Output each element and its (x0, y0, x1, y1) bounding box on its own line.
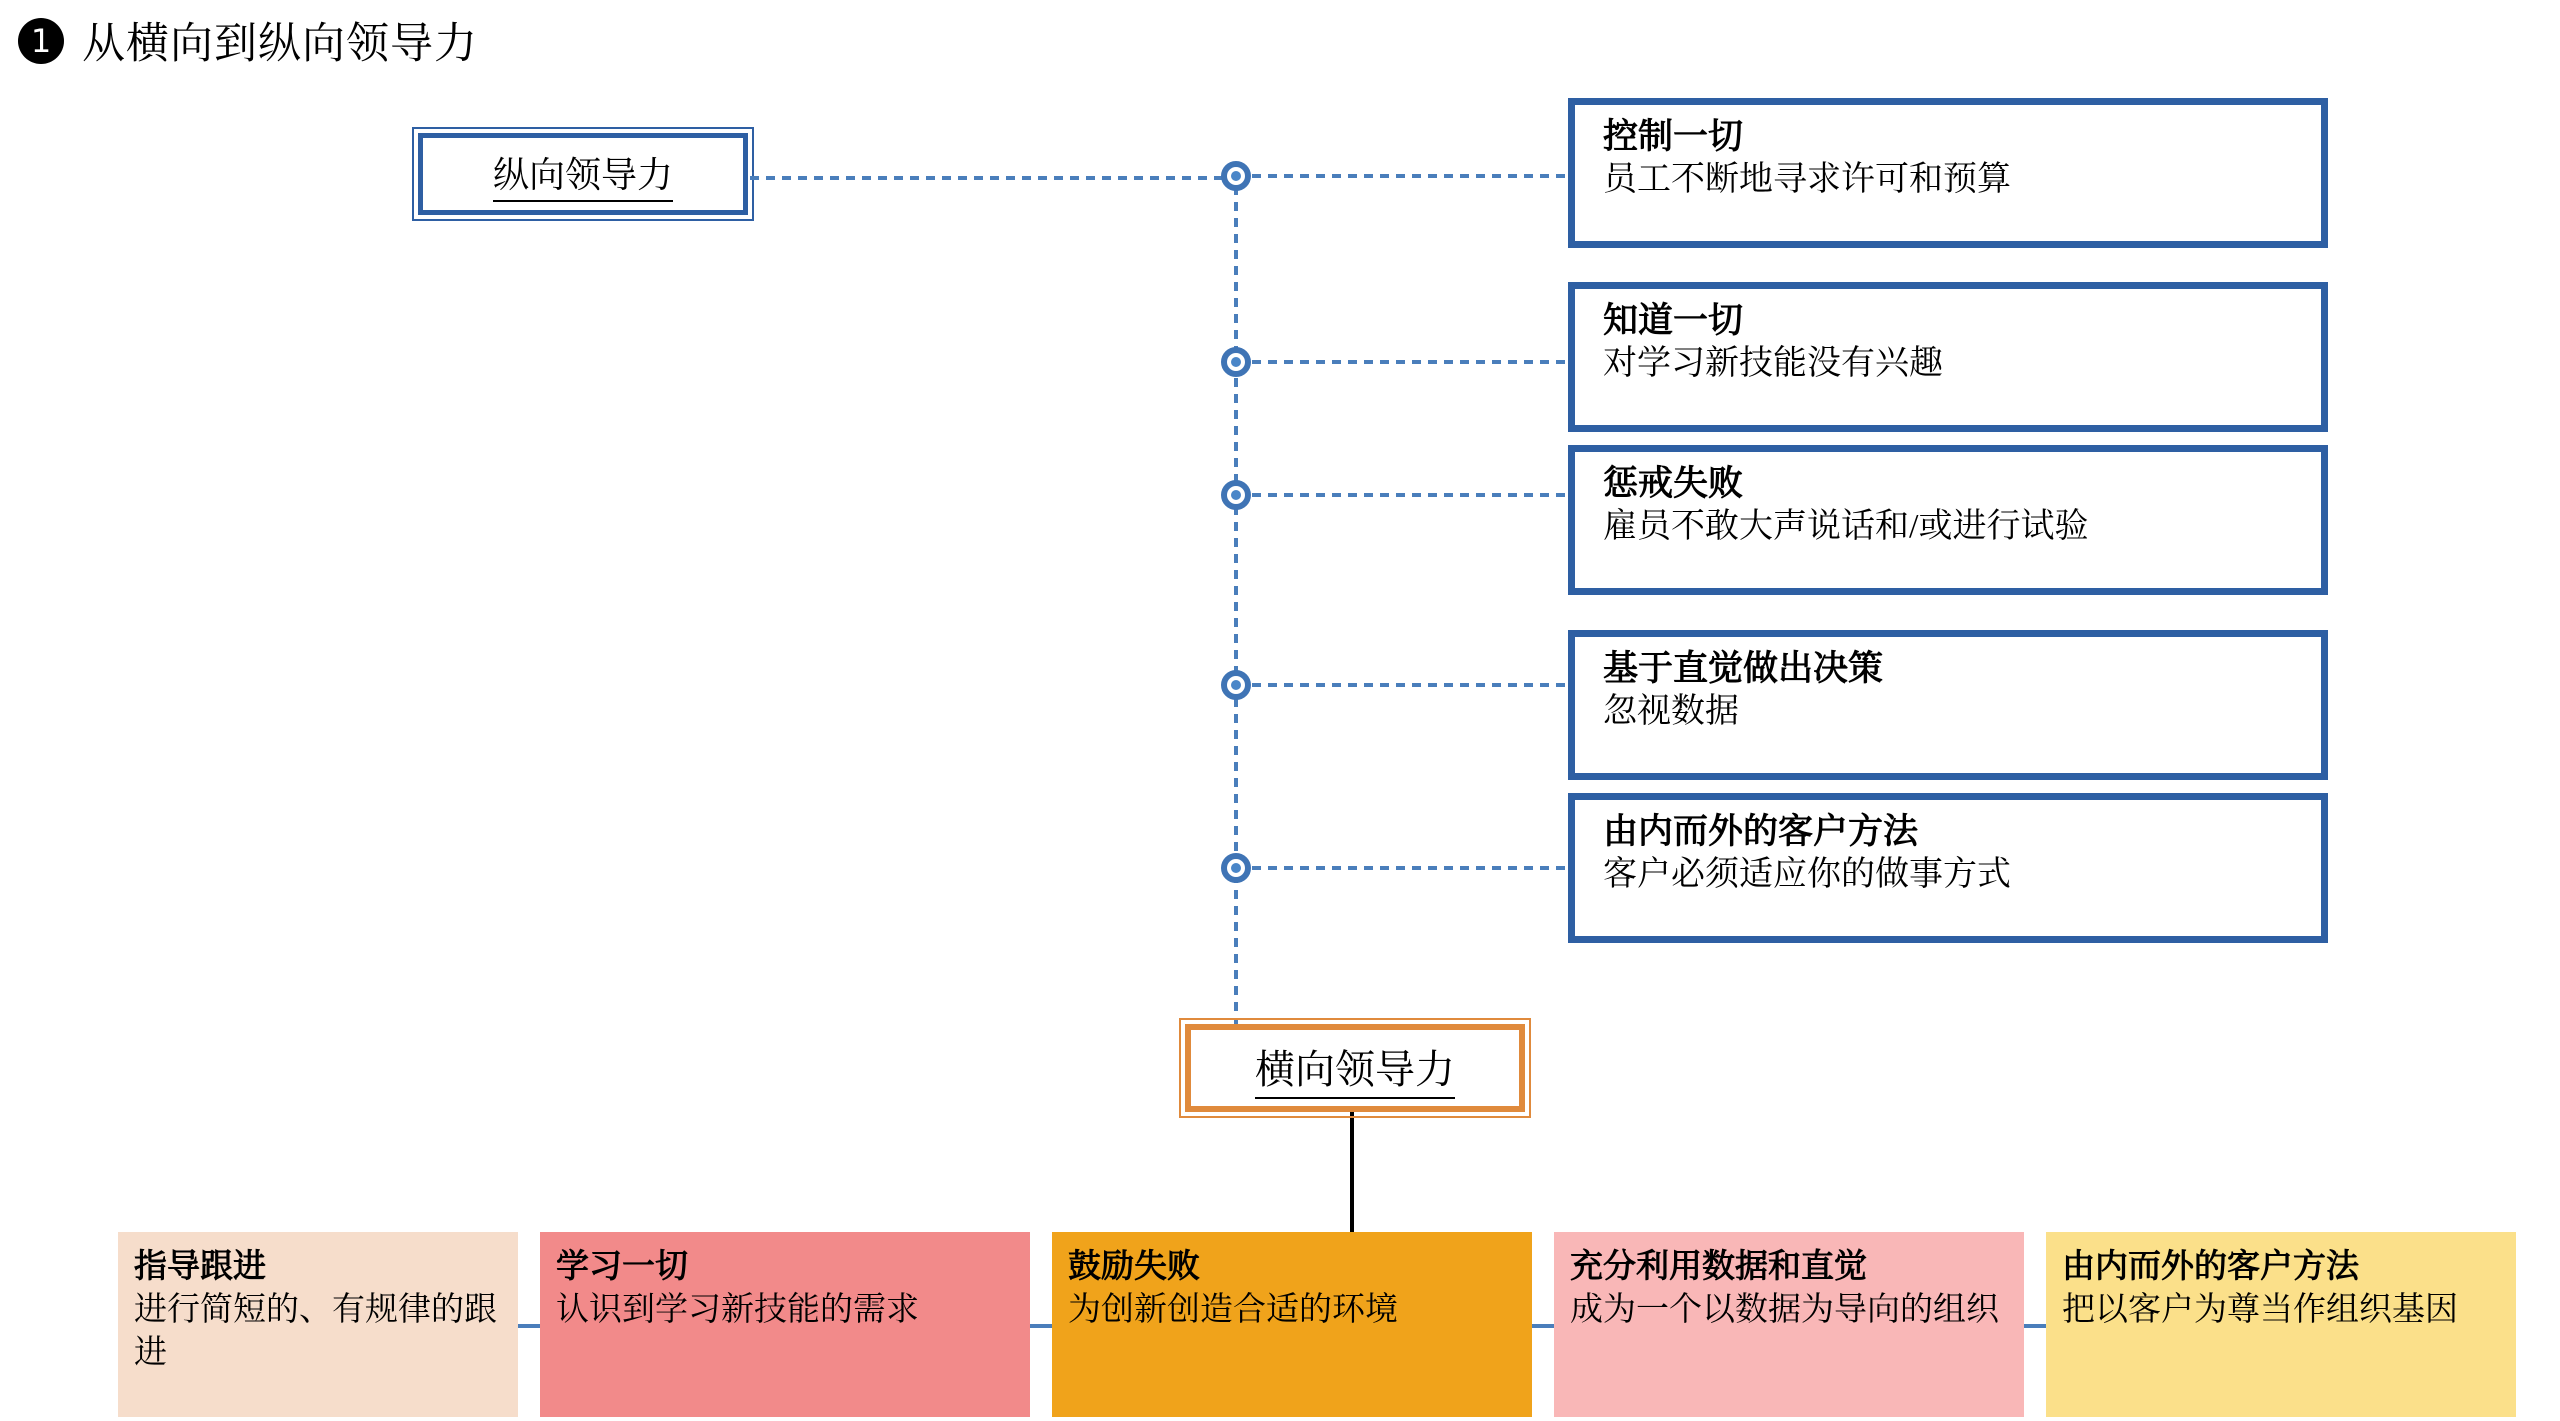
vertical-item-desc-4: 忽视数据 (1603, 692, 1739, 730)
vertical-item-title-2: 知道一切 (1603, 301, 1744, 340)
vertical-item-box-4 (1568, 630, 2328, 780)
vertical-item-box-5 (1568, 793, 2328, 943)
leader-line-5 (1252, 866, 1572, 870)
horizontal-items-strip (118, 1232, 2558, 1417)
vertical-item-box-2 (1568, 282, 2328, 432)
vertical-item-desc-2: 对学习新技能没有兴趣 (1603, 344, 1943, 382)
leader-line-2 (1252, 360, 1572, 364)
horizontal-item-title-1: 指导跟进 (134, 1249, 266, 1285)
horizontal-item-desc-4: 成为一个以数据为导向的组织 (1570, 1291, 1999, 1328)
vertical-item-desc-1: 员工不断地寻求许可和预算 (1603, 160, 2011, 198)
spine-dot-3 (1221, 480, 1251, 510)
horizontal-item-title-3: 鼓励失败 (1068, 1249, 1200, 1285)
horizontal-item-box-1 (118, 1232, 518, 1417)
leader-line-label (750, 176, 1230, 180)
spine-dot-4 (1221, 670, 1251, 700)
horizontal-leadership-label (1185, 1024, 1525, 1112)
vertical-item-box-1 (1568, 98, 2328, 248)
vertical-item-title-4: 基于直觉做出决策 (1603, 649, 1884, 688)
horizontal-item-desc-3: 为创新创造合适的环境 (1068, 1291, 1398, 1328)
leader-line-3 (1252, 493, 1572, 497)
horizontal-item-title-4: 充分利用数据和直觉 (1570, 1249, 1867, 1285)
horizontal-item-title-5: 由内而外的客户方法 (2062, 1249, 2359, 1285)
horizontal-item-box-2 (540, 1232, 1030, 1417)
title-number-badge: 1 (18, 18, 64, 64)
horizontal-label-connector (1350, 1112, 1354, 1232)
leader-line-1 (1252, 174, 1572, 178)
vertical-item-box-3 (1568, 445, 2328, 595)
vertical-item-desc-5: 客户必须适应你的做事方式 (1603, 855, 2011, 893)
horizontal-item-title-2: 学习一切 (556, 1249, 688, 1285)
vertical-item-title-1: 控制一切 (1603, 117, 1744, 156)
spine-dot-2 (1221, 347, 1251, 377)
horizontal-item-desc-2: 认识到学习新技能的需求 (556, 1291, 919, 1328)
horizontal-connector-3 (1532, 1232, 1554, 1417)
page-title (18, 10, 478, 71)
vertical-spine-line (1234, 170, 1238, 1025)
horizontal-connector-2 (1030, 1232, 1052, 1417)
page-title-text: 从横向到纵向领导力 (82, 21, 478, 68)
vertical-item-desc-3: 雇员不敢大声说话和/或进行试验 (1603, 507, 2089, 545)
vertical-item-title-3: 惩戒失败 (1603, 464, 1744, 503)
horizontal-item-desc-1: 进行简短的、有规律的跟进 (134, 1291, 497, 1371)
horizontal-item-box-4 (1554, 1232, 2024, 1417)
horizontal-item-box-5 (2046, 1232, 2516, 1417)
horizontal-leadership-label-text: 横向领导力 (1255, 1038, 1455, 1099)
horizontal-connector-1 (518, 1232, 540, 1417)
leader-line-4 (1252, 683, 1572, 687)
horizontal-item-desc-5: 把以客户为尊当作组织基因 (2062, 1291, 2458, 1328)
spine-dot-5 (1221, 853, 1251, 883)
vertical-leadership-label (418, 133, 748, 215)
horizontal-connector-4 (2024, 1232, 2046, 1417)
horizontal-item-box-3 (1052, 1232, 1532, 1417)
spine-dot-1 (1221, 161, 1251, 191)
vertical-leadership-label-text: 纵向领导力 (493, 147, 673, 202)
vertical-item-title-5: 由内而外的客户方法 (1603, 812, 1919, 851)
